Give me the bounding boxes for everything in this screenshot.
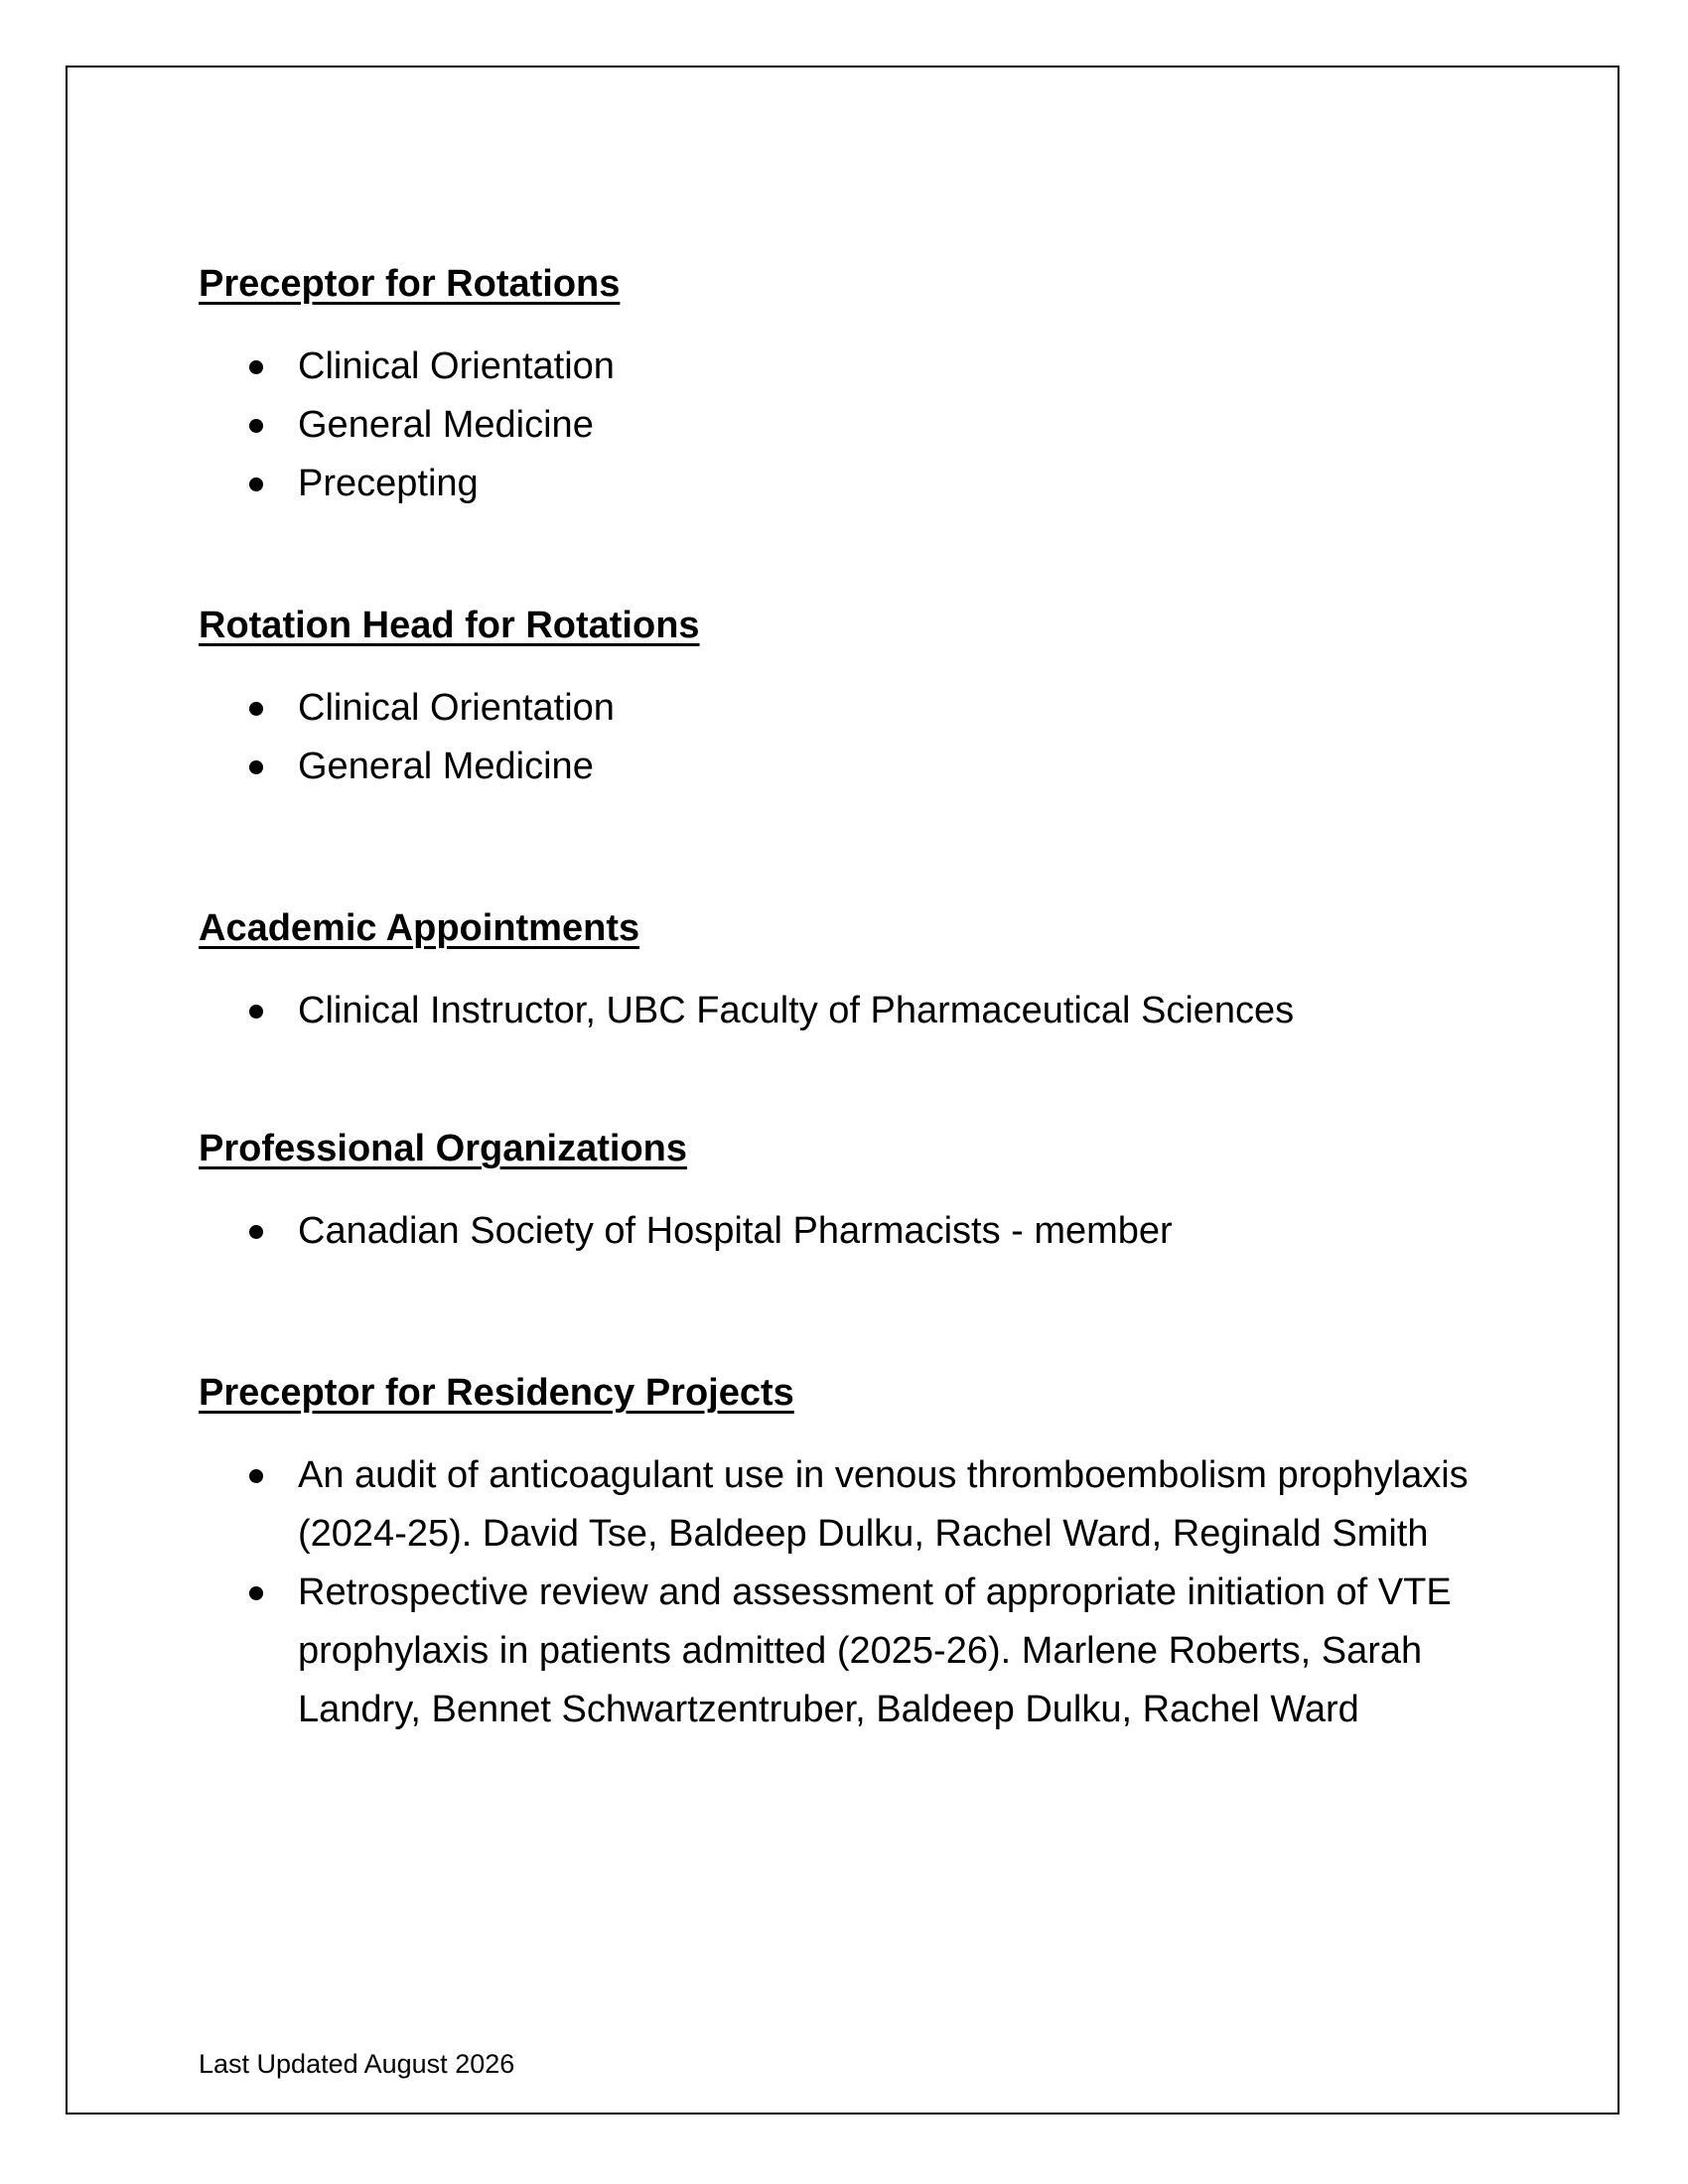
list-item-text: An audit of anticoagulant use in venous thromboembolism prophylaxis (2024-25). David Tse, Baldeep Dulku, Rachel Ward, Reginald Smith: [298, 1454, 1469, 1555]
list-item: [199, 338, 1489, 396]
section-heading-preceptor-for-rotations: Preceptor for Rotations: [199, 263, 621, 305]
list-item-text: Canadian Society of Hospital Pharmacists - member: [298, 1210, 1173, 1252]
section-heading-academic-appointments: Academic Appointments: [199, 907, 640, 949]
list-academic-appointments: [199, 982, 1499, 1040]
list-item: [199, 1202, 1489, 1261]
list-item: [199, 982, 1489, 1040]
list-item: [199, 1446, 1489, 1564]
section-heading-rotation-head-for-rotations: Rotation Head for Rotations: [199, 605, 700, 646]
list-item: [199, 396, 1489, 455]
bullet-icon: [249, 702, 263, 716]
section-heading-professional-organizations: Professional Organizations: [199, 1128, 687, 1169]
section-heading-preceptor-for-residency-projects: Preceptor for Residency Projects: [199, 1372, 794, 1414]
list-preceptor-for-residency-projects: [199, 1446, 1499, 1739]
last-updated-note: Last Updated August 2026: [199, 2049, 515, 2079]
list-item: [199, 1564, 1489, 1739]
list-item: [199, 738, 1489, 796]
list-item-text: Clinical Orientation: [298, 345, 615, 387]
bullet-icon: [249, 1469, 263, 1483]
bullet-icon: [249, 1586, 263, 1600]
bullet-icon: [249, 419, 263, 433]
list-item-text: Clinical Orientation: [298, 687, 615, 729]
list-item-text: Retrospective review and assessment of appropriate initiation of VTE prophylaxis in patients admitted (2025-26). Marlene Roberts, Sarah Landry, Bennet Schwartzentruber, Baldeep Dulku, Rachel Ward: [298, 1571, 1452, 1730]
list-rotation-head-for-rotations: [199, 679, 1499, 796]
bullet-icon: [249, 1225, 263, 1239]
list-item-text: Precepting: [298, 463, 479, 504]
list-item-text: Clinical Instructor, UBC Faculty of Pharmaceutical Sciences: [298, 990, 1295, 1031]
list-professional-organizations: [199, 1202, 1499, 1261]
bullet-icon: [249, 360, 263, 374]
bullet-icon: [249, 760, 263, 774]
list-item: [199, 679, 1489, 738]
list-item-text: General Medicine: [298, 404, 594, 446]
list-preceptor-for-rotations: [199, 338, 1499, 513]
list-item-text: General Medicine: [298, 746, 594, 787]
list-item: [199, 455, 1489, 513]
bullet-icon: [249, 478, 263, 491]
bullet-icon: [249, 1005, 263, 1019]
